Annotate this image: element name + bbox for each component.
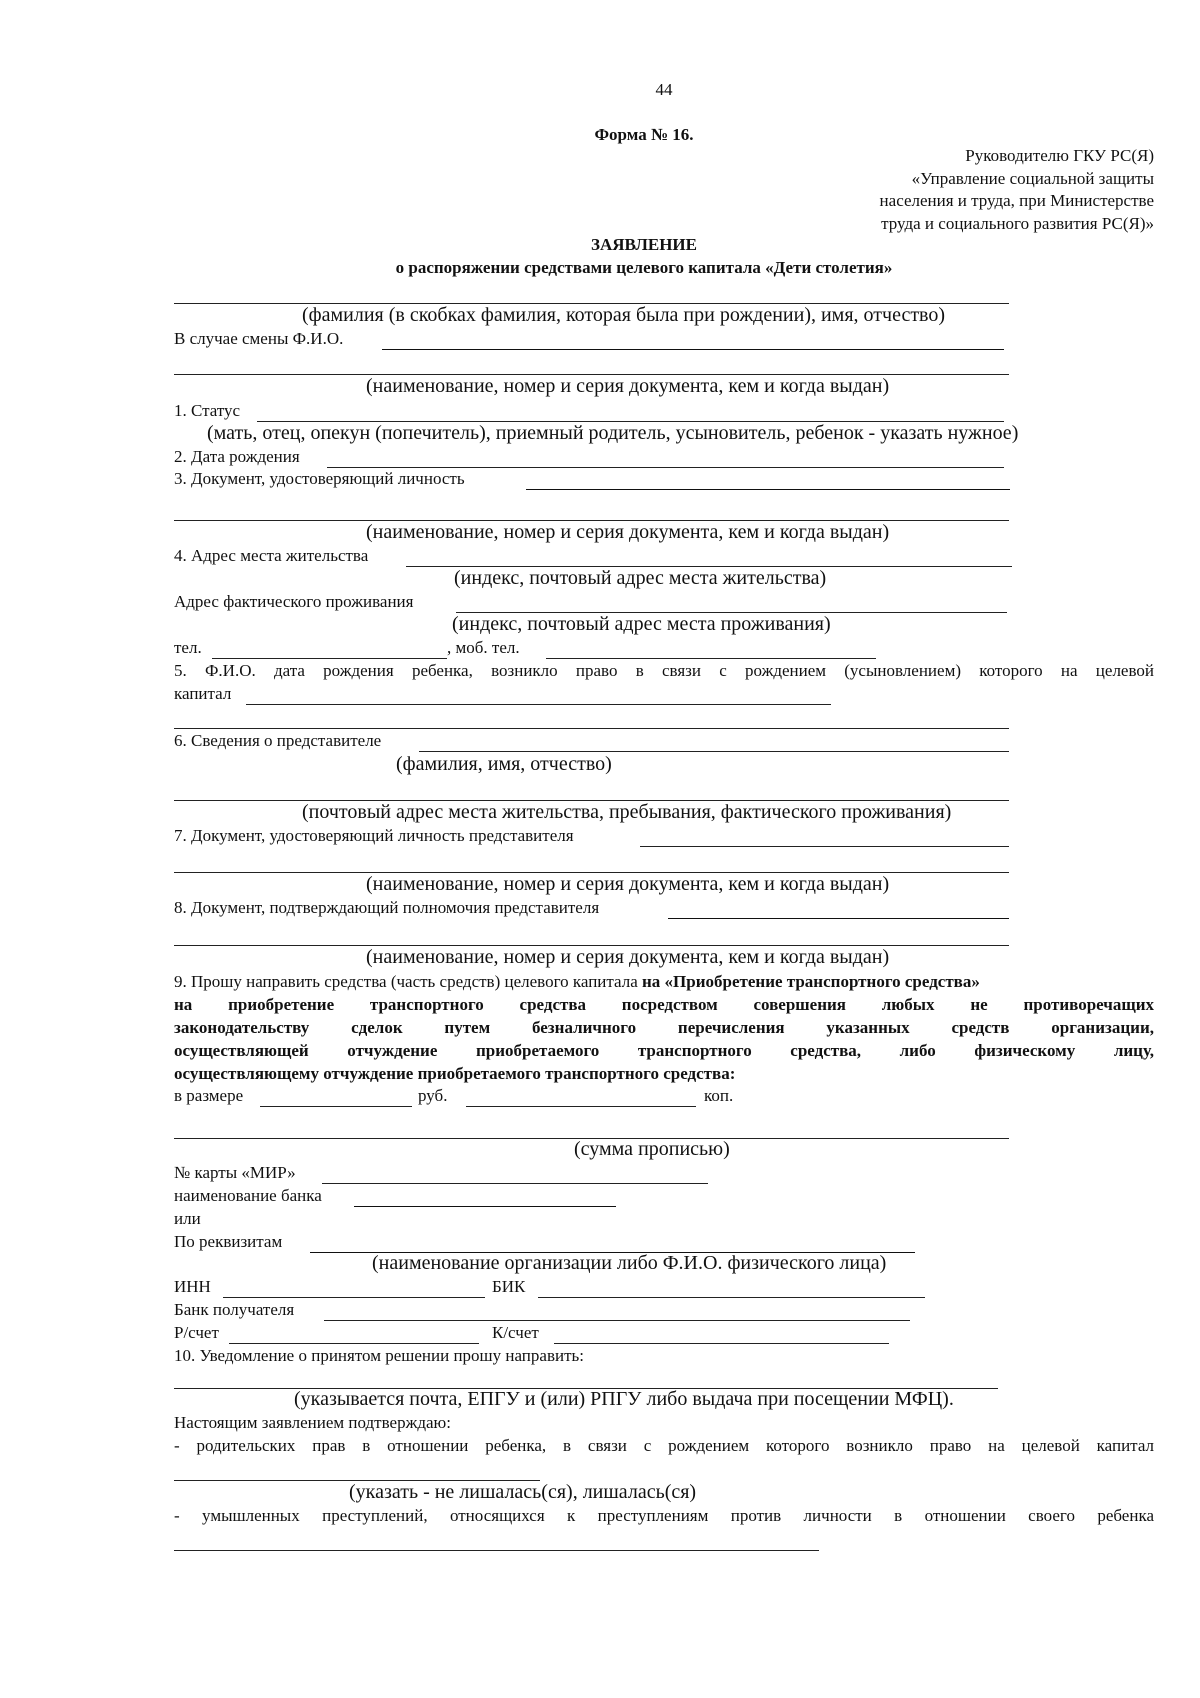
actual-address-label: Адрес фактического проживания bbox=[174, 592, 414, 611]
amount-rub-blank[interactable] bbox=[260, 1106, 412, 1107]
mobile-blank[interactable] bbox=[546, 658, 876, 659]
rep-doc-label: 7. Документ, удостоверяющий личность представителя bbox=[174, 826, 574, 845]
bik-label: БИК bbox=[492, 1277, 526, 1296]
rep-doc-blank[interactable] bbox=[640, 846, 1009, 847]
mobile-label: , моб. тел. bbox=[447, 638, 520, 657]
document-title: ЗАЯВЛЕНИЕ bbox=[590, 235, 697, 254]
addressee-line: населения и труда, при Министерстве bbox=[879, 191, 1154, 210]
sum-caption: (сумма прописью) bbox=[574, 1138, 730, 1160]
bik-blank[interactable] bbox=[538, 1297, 925, 1298]
requisites-label: По реквизитам bbox=[174, 1232, 283, 1251]
addressee-line: Руководителю ГКУ РС(Я) bbox=[965, 146, 1154, 165]
recipient-bank-label: Банк получателя bbox=[174, 1300, 295, 1319]
child-line-1: 5. Ф.И.О. дата рождения ребенка, возникло право в связи с рождением (усыновлением) которого на целевой bbox=[174, 661, 1154, 680]
birth-date-label: 2. Дата рождения bbox=[174, 447, 300, 466]
account-label: Р/счет bbox=[174, 1323, 219, 1342]
name-change-label: В случае смены Ф.И.О. bbox=[174, 329, 344, 348]
addressee-line: труда и социального развития РС(Я)» bbox=[881, 213, 1154, 233]
p9-line-1 bbox=[174, 971, 1154, 993]
or-label: или bbox=[174, 1209, 201, 1228]
rep-authority-label: 8. Документ, подтверждающий полномочия представителя bbox=[174, 898, 600, 917]
inn-blank[interactable] bbox=[223, 1297, 485, 1298]
mir-card-blank[interactable] bbox=[322, 1183, 708, 1184]
addressee-line: «Управление социальной защиты bbox=[911, 168, 1154, 188]
p9-bold-text: на «Приобретение транспортного средства» bbox=[642, 972, 980, 991]
id-doc-blank[interactable] bbox=[526, 489, 1010, 490]
page-number: 44 bbox=[655, 80, 673, 99]
child-blank[interactable] bbox=[246, 704, 831, 705]
doc-caption-1: (наименование, номер и серия документа, кем и когда выдан) bbox=[366, 375, 890, 397]
fio-caption: (фамилия (в скобках фамилия, которая была при рождении), имя, отчество) bbox=[302, 304, 946, 326]
notify-caption: (указывается почта, ЕПГУ и (или) РПГУ либо выдача при посещении МФЦ). bbox=[294, 1388, 954, 1410]
p9-line-3: законодательству сделок путем безналичного перечисления указанных средств организации, bbox=[174, 1018, 1154, 1037]
id-doc-label: 3. Документ, удостоверяющий личность bbox=[174, 469, 465, 488]
rights-line: - родительских прав в отношении ребенка, в связи с рождением которого возникло право на целевой капитал bbox=[174, 1436, 1154, 1455]
confirm-label: Настоящим заявлением подтверждаю: bbox=[174, 1413, 451, 1432]
rub-label: руб. bbox=[418, 1086, 448, 1105]
crimes-blank[interactable] bbox=[174, 1550, 819, 1551]
recipient-bank-blank[interactable] bbox=[324, 1320, 910, 1321]
corr-account-label: К/счет bbox=[492, 1323, 539, 1342]
phone-label: тел. bbox=[174, 638, 202, 657]
notify-label: 10. Уведомление о принятом решении прошу направить: bbox=[174, 1346, 584, 1365]
actual-address-caption: (индекс, почтовый адрес места проживания) bbox=[452, 613, 831, 635]
amount-kop-blank[interactable] bbox=[466, 1106, 696, 1107]
p9-line-4: осуществляющей отчуждение приобретаемого транспортного средства, либо физическому лицу, bbox=[174, 1041, 1154, 1060]
p9-line-2: на приобретение транспортного средства посредством совершения любых не противоречащих bbox=[174, 995, 1154, 1014]
doc-caption-4: (наименование, номер и серия документа, кем и когда выдан) bbox=[366, 946, 890, 968]
corr-account-blank[interactable] bbox=[554, 1343, 889, 1344]
child-blank-2[interactable] bbox=[174, 728, 1009, 729]
address-label: 4. Адрес места жительства bbox=[174, 546, 369, 565]
doc-caption-3: (наименование, номер и серия документа, кем и когда выдан) bbox=[366, 873, 890, 895]
rights-caption: (указать - не лишалась(ся), лишалась(ся) bbox=[349, 1481, 697, 1503]
p9-regular-text: 9. Прошу направить средства (часть средств) целевого капитала bbox=[174, 972, 642, 991]
address-caption: (индекс, почтовый адрес места жительства) bbox=[454, 567, 827, 589]
account-blank[interactable] bbox=[229, 1343, 479, 1344]
bank-name-blank[interactable] bbox=[354, 1206, 616, 1207]
org-caption: (наименование организации либо Ф.И.О. физического лица) bbox=[372, 1252, 887, 1274]
p9-line-5: осуществляющему отчуждение приобретаемого транспортного средства: bbox=[174, 1064, 736, 1083]
rep-info-label: 6. Сведения о представителе bbox=[174, 731, 382, 750]
form-number: Форма № 16. bbox=[594, 125, 694, 144]
mir-card-label: № карты «МИР» bbox=[174, 1163, 296, 1182]
phone-blank[interactable] bbox=[212, 658, 447, 659]
rep-name-caption: (фамилия, имя, отчество) bbox=[396, 753, 612, 775]
bank-name-label: наименование банка bbox=[174, 1186, 322, 1205]
rep-info-blank[interactable] bbox=[419, 751, 1009, 752]
addressee-block bbox=[754, 145, 1154, 235]
rep-address-caption: (почтовый адрес места жительства, пребывания, фактического проживания) bbox=[302, 801, 952, 823]
child-label: капитал bbox=[174, 684, 232, 703]
rep-authority-blank[interactable] bbox=[668, 918, 1009, 919]
status-caption: (мать, отец, опекун (попечитель), приемный родитель, усыновитель, ребенок - указать нужное) bbox=[207, 422, 1019, 444]
name-change-blank[interactable] bbox=[382, 349, 1004, 350]
amount-label: в размере bbox=[174, 1086, 244, 1105]
kop-label: коп. bbox=[704, 1086, 734, 1105]
inn-label: ИНН bbox=[174, 1277, 211, 1296]
doc-caption-2: (наименование, номер и серия документа, кем и когда выдан) bbox=[366, 521, 890, 543]
status-label: 1. Статус bbox=[174, 401, 241, 420]
document-subtitle: о распоряжении средствами целевого капитала «Дети столетия» bbox=[395, 258, 893, 277]
crimes-line: - умышленных преступлений, относящихся к преступлениям против личности в отношении своего ребенка bbox=[174, 1506, 1154, 1525]
